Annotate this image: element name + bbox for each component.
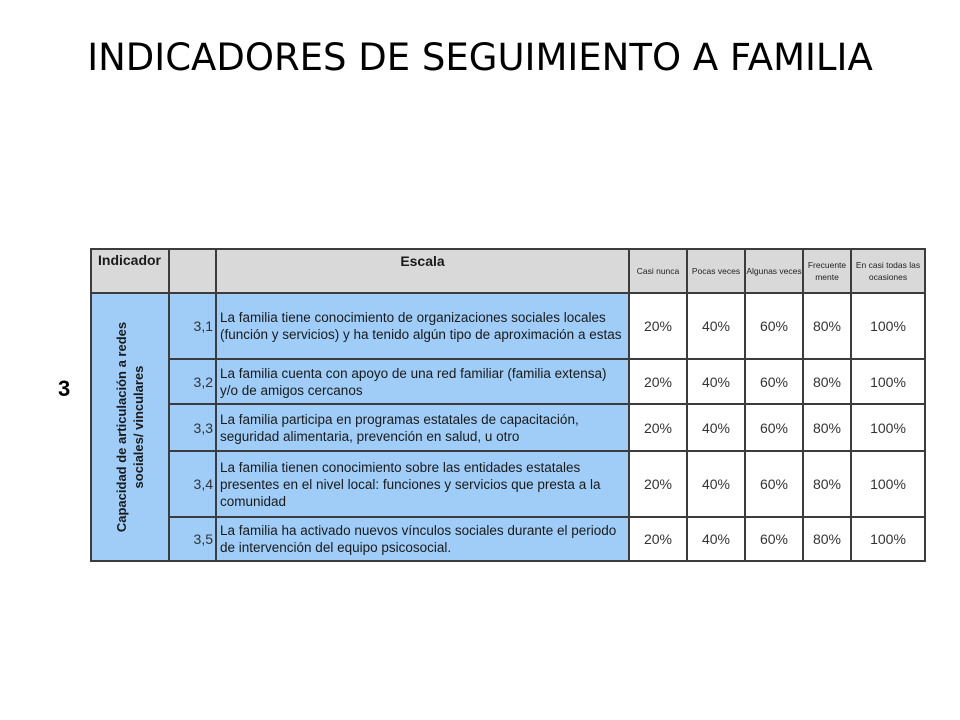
row-value: 60% (745, 517, 803, 561)
header-scale-3: Algunas veces (745, 249, 803, 293)
row-value: 100% (851, 404, 925, 451)
row-value: 40% (687, 404, 745, 451)
row-value: 100% (851, 293, 925, 359)
row-value: 20% (629, 293, 687, 359)
row-value: 40% (687, 293, 745, 359)
header-row (91, 249, 925, 293)
row-value: 80% (803, 359, 851, 404)
row-value: 60% (745, 404, 803, 451)
row-value: 80% (803, 517, 851, 561)
row-description: La familia cuenta con apoyo de una red familiar (familia extensa) y/o de amigos cercanos (216, 359, 629, 404)
header-scale-1: Casi nunca (629, 249, 687, 293)
table-row (91, 293, 925, 359)
header-escala: Escala (216, 249, 629, 293)
row-value: 80% (803, 404, 851, 451)
slide-title: INDICADORES DE SEGUIMIENTO A FAMILIA (87, 36, 873, 79)
row-value: 60% (745, 451, 803, 517)
category-label: Capacidad de articulación a redes sociales/ vinculares (114, 321, 146, 533)
row-value: 100% (851, 359, 925, 404)
row-number: 3,4 (169, 451, 216, 517)
row-value: 100% (851, 451, 925, 517)
row-number: 3,5 (169, 517, 216, 561)
indicator-table-image (90, 248, 921, 560)
header-scale-4: Frecuente mente (803, 249, 851, 293)
row-value: 20% (629, 517, 687, 561)
header-scale-2: Pocas veces (687, 249, 745, 293)
row-value: 40% (687, 359, 745, 404)
table-row (91, 359, 925, 404)
indicator-table (90, 248, 926, 562)
table-row (91, 404, 925, 451)
row-value: 100% (851, 517, 925, 561)
row-value: 40% (687, 517, 745, 561)
row-number: 3,3 (169, 404, 216, 451)
header-scale-5: En casi todas las ocasiones (851, 249, 925, 293)
row-description: La familia participa en programas estatales de capacitación, seguridad alimentaria, prevención en salud, u otro (216, 404, 629, 451)
row-description: La familia tiene conocimiento de organizaciones sociales locales (función y servicios) y ha tenido algún tipo de aproximación a estas (216, 293, 629, 359)
row-value: 40% (687, 451, 745, 517)
section-number: 3 (58, 376, 71, 401)
row-description: La familia ha activado nuevos vínculos sociales durante el periodo de intervención del equipo psicosocial. (216, 517, 629, 561)
row-value: 20% (629, 359, 687, 404)
row-value: 80% (803, 293, 851, 359)
table-row (91, 517, 925, 561)
table-row (91, 451, 925, 517)
row-value: 60% (745, 359, 803, 404)
header-blank (169, 249, 216, 293)
header-indicador: Indicador (91, 249, 169, 293)
row-description: La familia tienen conocimiento sobre las entidades estatales presentes en el nivel local: funciones y servicios que presta a la comunidad (216, 451, 629, 517)
row-value: 80% (803, 451, 851, 517)
category-cell (91, 293, 169, 561)
row-value: 20% (629, 451, 687, 517)
row-value: 20% (629, 404, 687, 451)
row-number: 3,2 (169, 359, 216, 404)
row-number: 3,1 (169, 293, 216, 359)
row-value: 60% (745, 293, 803, 359)
